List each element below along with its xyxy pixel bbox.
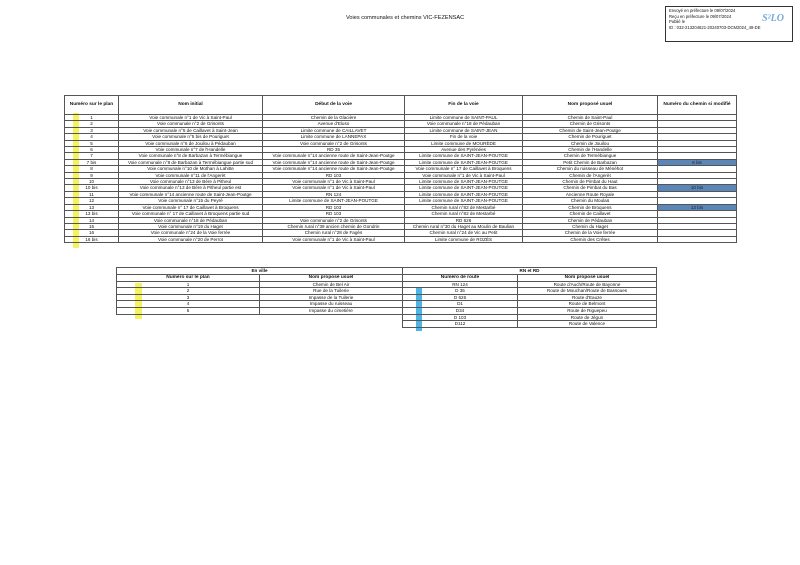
table-cell: Voie communale n°14 ancienne route de Saint-Jean-Poutge	[263, 166, 405, 172]
column-header: Nom proposé usuel	[523, 96, 658, 115]
table-cell: Voie communale n°20 de Perrot	[119, 236, 263, 242]
column-header: Numéro de route	[403, 274, 518, 281]
table-cell: 16	[65, 230, 119, 236]
prefecture-stamp	[665, 6, 793, 42]
table-cell: Voie communale n° 17 de Caillavet à Broquens	[119, 204, 263, 210]
table-cell: 13 bis	[65, 211, 119, 217]
table-row	[403, 281, 657, 288]
table-cell: Chemin rural n°39 ancien chemin de Gondrin	[263, 223, 405, 229]
table-cell: Impasse du cimetière	[260, 307, 403, 314]
table-cell: Limite commune de MOURÈDE	[405, 140, 523, 146]
table-cell: Chemin rural n°82 de Mestarbé	[405, 211, 523, 217]
table-cell: Voie communale n°19 du Haget	[119, 223, 263, 229]
table-cell	[658, 236, 737, 242]
table-cell: Chemin de Bel Air	[260, 281, 403, 288]
table-header-row	[403, 274, 657, 281]
table-cell: Rue de la Tuilerie	[260, 288, 403, 295]
table-cell: Voie communale n°18 de Pédauban	[405, 121, 523, 127]
table-cell: Chemin du Moulaü	[523, 198, 658, 204]
table-cell: 5	[65, 140, 119, 146]
table-cell: 10	[65, 179, 119, 185]
page-title: Voies communales et chemins VIC-FEZENSAC	[346, 15, 465, 21]
table-cell: 4	[65, 134, 119, 140]
table-cell: Chemin du Haget	[523, 223, 658, 229]
table-cell: RN 124	[403, 281, 518, 288]
table-cell: Chemin de l'Angerèt	[523, 172, 658, 178]
table-cell: 14	[65, 217, 119, 223]
stamp-line: Reçu en préfecture le 09/07/2024	[669, 13, 732, 19]
stamp-line: Envoyé en préfecture le 09/07/2024	[669, 8, 736, 13]
table-cell: Limite commune de SAINT-JEAN	[405, 127, 523, 133]
table-cell: 1	[117, 281, 260, 288]
table-cell: 11	[65, 191, 119, 197]
table-cell: Impasse de la Tuilerie	[260, 294, 403, 301]
table-cell: RD 35	[263, 147, 405, 153]
table-cell: Chemin de l'Handelle	[523, 147, 658, 153]
table-cell: Limite commune de LANNEPAX	[263, 134, 405, 140]
table-cell: 10 bis	[658, 185, 737, 191]
table-cell: Impasse du ruisseau	[260, 301, 403, 308]
table-row	[403, 288, 657, 295]
table-cell: D 103	[403, 314, 518, 321]
en-ville-table	[116, 267, 403, 315]
table-cell: Limite commune de ROZÈS	[405, 236, 523, 242]
table-cell: Voie communale n°5 de Caillavet à Saint-Jean	[119, 127, 263, 133]
table-cell: Chemin de Termébiangue	[523, 153, 658, 159]
table-cell: Voie communale n°14 ancienne route de Saint-Jean-Poutge	[263, 159, 405, 165]
table-cell: Limite commune de CAILLAVET	[263, 127, 405, 133]
table-cell: 10 bis	[65, 185, 119, 191]
table-row	[403, 294, 657, 301]
table-cell: Limite commune de SAINT-JEAN-POUTGE	[405, 191, 523, 197]
table-cell: Route de Mouchan/Route de Bassoues	[518, 288, 657, 295]
table-row	[117, 281, 403, 288]
table-row	[117, 307, 403, 314]
table-cell: Limite commune de SAINT-JEAN-POUTGE	[405, 185, 523, 191]
table-cell: Avenue des Pyrénées	[405, 147, 523, 153]
table-cell: Voie communale n°13 de Bère à Pitheul partie est	[119, 185, 263, 191]
table-cell: Fin de la voie	[405, 134, 523, 140]
table-cell: Voie communale n°15 du Peyré	[119, 198, 263, 204]
table-cell: Route d'Auch/Route de Bayonne	[518, 281, 657, 288]
table-cell: Chemin des Crêtes	[523, 236, 658, 242]
table-cell: Voie communale n°10 de Mothan à Lahitte	[119, 166, 263, 172]
table-cell: Voie communale n°6 de Jouilou à Pédauban	[119, 140, 263, 146]
table-cell: 2	[65, 121, 119, 127]
table-cell: 7	[65, 153, 119, 159]
table-cell: Chemin de la Glacière	[263, 115, 405, 121]
table-cell: Route de Riguepeu	[518, 307, 657, 314]
table-cell: RD 103	[263, 172, 405, 178]
column-header: Nom proposé usuel	[260, 274, 403, 281]
table-cell: Voie communale n°24 de la Voie ferrée	[119, 230, 263, 236]
table-cell: Voie communale n° 17 de Caillavet à Broquens partie sud	[119, 211, 263, 217]
table-cell: 8 bis	[658, 159, 737, 165]
table-cell: Limite commune de SAINT-JEAN-POUTGE	[405, 198, 523, 204]
table-cell: Chemin rural n°24 de Vic au Petit	[405, 230, 523, 236]
table-cell: Chemin de Pédauban	[523, 217, 658, 223]
table-cell: D1	[403, 301, 518, 308]
table-cell: Chemin rural n°30 du Haget au Moulin de Baulian	[405, 223, 523, 229]
table-cell: Route de Valence	[518, 321, 657, 328]
table-cell: Voie communale n°2 de Grisonts	[263, 140, 405, 146]
table-cell: 4	[117, 301, 260, 308]
table-cell: 13 bis	[658, 204, 737, 210]
table-cell: Voie communale n°2 de Grisonts	[119, 121, 263, 127]
table-cell: Route de Jégun	[518, 314, 657, 321]
table-cell: 12	[65, 198, 119, 204]
table-cell: 3	[65, 127, 119, 133]
table-cell: 3	[117, 294, 260, 301]
rn-rd-table	[402, 267, 657, 328]
column-header: Numéro sur le plan	[65, 96, 119, 115]
table-cell: Voie communale n°8 de Barbazan à Termébiangue	[119, 153, 263, 159]
table-cell: D112	[403, 321, 518, 328]
table-cell: Voie communale n°18 de Pédauban	[119, 217, 263, 223]
table-cell: Chemin de Grisonts	[523, 121, 658, 127]
table-cell: Chemin de la Voie ferrée	[523, 230, 658, 236]
table-cell: Chemin de Saint-Jean-Poutge	[523, 127, 658, 133]
table-cell: D34	[403, 307, 518, 314]
table-cell: Chemin de Pouriguet	[523, 134, 658, 140]
table-cell: Voie communale n°1 de Vic à Saint-Paul	[405, 172, 523, 178]
table-cell: 6	[65, 147, 119, 153]
table-cell: Petit Chemin de Barbazan	[523, 159, 658, 165]
table-row	[403, 307, 657, 314]
table-cell: Voie communale n°13 de Bère à Pitheul	[119, 179, 263, 185]
column-header: Numéro sur le plan	[117, 274, 260, 281]
table-row	[403, 321, 657, 328]
table-cell: Voie communale n°14 ancienne route de Saint-Jean-Poutge	[263, 153, 405, 159]
table-cell: Chemin de Pimbat du Haut	[523, 179, 658, 185]
section-title: RN et RD	[403, 268, 657, 275]
table-cell: RD 626	[405, 217, 523, 223]
table-cell: D 35	[403, 288, 518, 295]
table-cell: 2	[117, 288, 260, 295]
table-cell: Voie communale n°5 bis de Pouriguet	[119, 134, 263, 140]
table-cell: RD 103	[263, 204, 405, 210]
table-cell: Voie communale n°1 de Vic à Saint-Paul	[263, 179, 405, 185]
table-cell: Limite commune de SAINT-JEAN-POUTGE	[263, 198, 405, 204]
table-cell: Chemin de Caillavet	[523, 211, 658, 217]
table-cell: Limite commune de SAINT-PAUL	[405, 115, 523, 121]
table-cell: 9	[65, 172, 119, 178]
table-cell: 1	[65, 115, 119, 121]
table-cell: Ancienne Route Royale	[523, 191, 658, 197]
column-header: Début de la voie	[263, 96, 405, 115]
stamp-line: Publié le	[669, 19, 686, 25]
table-cell: 15	[65, 223, 119, 229]
main-table	[64, 95, 737, 243]
table-cell: Limite commune de SAINT-JEAN-POUTGE	[405, 179, 523, 185]
table-cell: Voie communale n°1 de Vic à Saint-Paul	[263, 185, 405, 191]
table-cell: Route d'Eauze	[518, 294, 657, 301]
table-cell: Voie communale n°1 de Vic à Saint-Paul	[119, 115, 263, 121]
table-row	[117, 288, 403, 295]
stamp-line: ID : 032-213204621-20240703-DCM2024_48-DE	[669, 24, 761, 30]
column-header: Fin de la voie	[405, 96, 523, 115]
table-cell: Chemin rural n°28 de Fagès	[263, 230, 405, 236]
table-header-row	[117, 274, 403, 281]
table-row	[117, 294, 403, 301]
table-cell: 13	[65, 204, 119, 210]
table-cell: 5	[117, 307, 260, 314]
table-cell: 7 bis	[65, 159, 119, 165]
table-row	[403, 301, 657, 308]
table-cell: Chemin de Saint-Paul	[523, 115, 658, 121]
table-cell: Limite commune de SAINT-JEAN-POUTGE	[405, 153, 523, 159]
table-cell: D 626	[403, 294, 518, 301]
table-cell: Chemin du ruisseau de Ménéhot	[523, 166, 658, 172]
column-header: Nom initial	[119, 96, 263, 115]
column-header: Nom proposé usuel	[518, 274, 657, 281]
table-cell: Chemin de Broquens	[523, 204, 658, 210]
table-row	[403, 314, 657, 321]
table-cell: Chemin rural n°82 de Mestarbé	[405, 204, 523, 210]
table-cell: Voie communale n°1 de Vic à Saint-Paul	[263, 236, 405, 242]
table-cell: Voie communale n° 17 de Caillavet à Broquens	[405, 166, 523, 172]
table-cell: Voie communale n°14 ancienne route de Saint-Jean-Poutge	[119, 191, 263, 197]
table-cell: Voie communale n°8 de Barbazan à Termébiangue partie sud	[119, 159, 263, 165]
table-cell: Route de Belmont	[518, 301, 657, 308]
table-header-row	[65, 96, 737, 115]
slo-logo: S²LO	[762, 13, 784, 24]
table-cell: Limite commune de SAINT-JEAN-POUTGE	[405, 159, 523, 165]
table-row	[117, 301, 403, 308]
section-title: En ville	[117, 268, 403, 275]
table-cell: Avenue d'Eluso	[263, 121, 405, 127]
table-row	[65, 236, 737, 242]
table-cell: Voie communale n°11 de l'Angerèt	[119, 172, 263, 178]
table-cell: RD 103	[263, 211, 405, 217]
table-cell: Voie communale n°2 de Grisonts	[263, 217, 405, 223]
table-cell: Chemin de Pimbat du Bas	[523, 185, 658, 191]
column-header: Numéro du chemin si modifié	[658, 96, 737, 115]
table-cell: Chemin de Jouilou	[523, 140, 658, 146]
table-cell: 8	[65, 166, 119, 172]
table-cell: 16 bis	[65, 236, 119, 242]
table-cell: Voie communale n°7 de l'Handelle	[119, 147, 263, 153]
table-cell: RN 124	[263, 191, 405, 197]
